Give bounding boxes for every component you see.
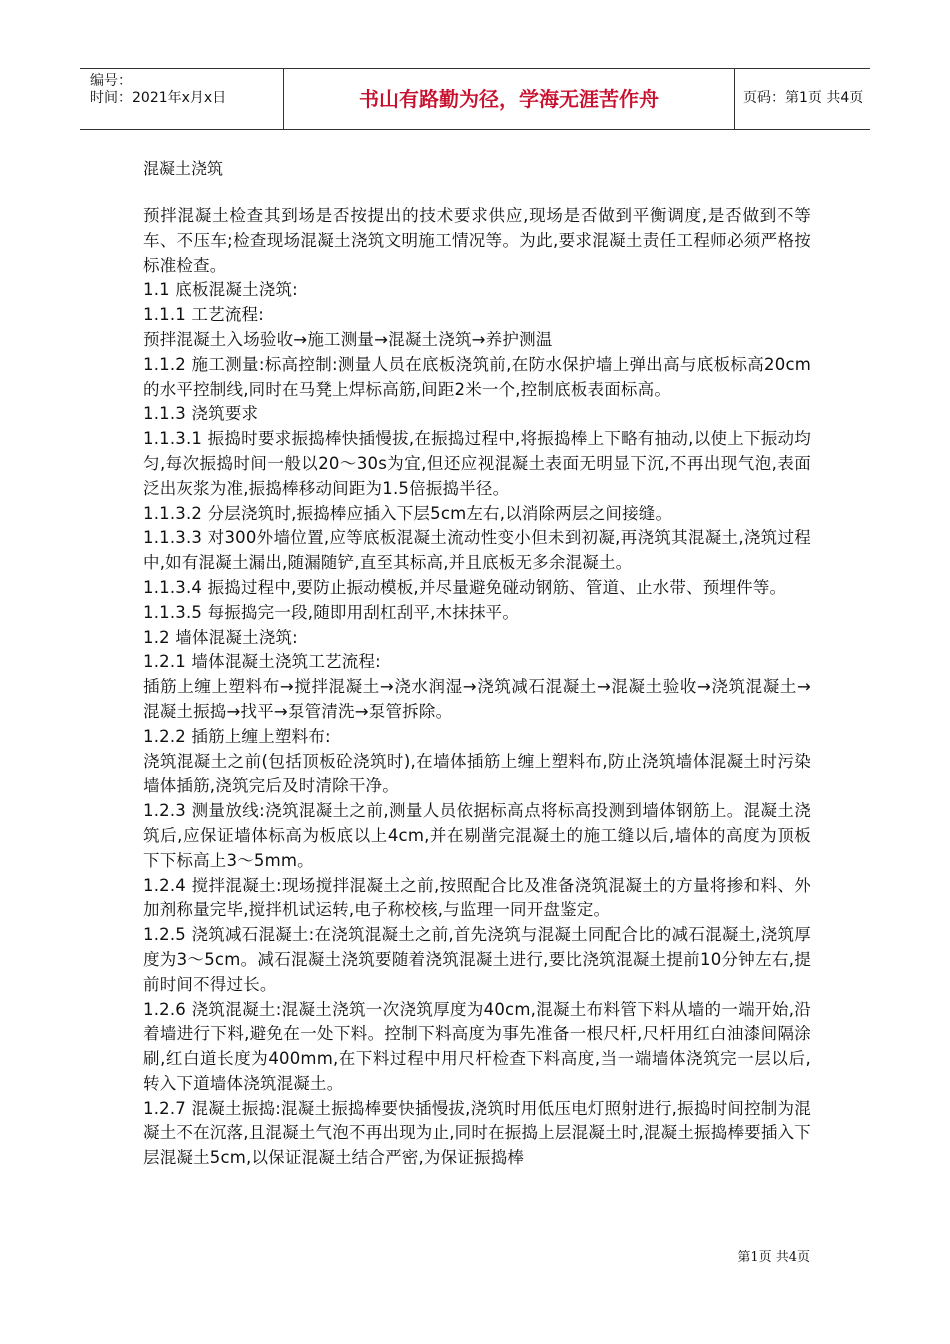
page-code-text: 页码：第1页 共4页 — [743, 90, 864, 106]
body-paragraph: 1.1.3.4 振捣过程中,要防止振动模板,并尽量避免碰动钢筋、管道、止水带、预埋件等。 — [143, 577, 787, 597]
body-paragraph: 插筋上缠上塑料布→搅拌混凝土→浇水润湿→浇筑减石混凝土→混凝土验收→浇筑混凝土→混凝土振捣→找平→泵管清洗→泵管拆除。 — [143, 677, 811, 721]
body-paragraph: 1.2.5 浇筑减石混凝土:在浇筑混凝土之前,首先浇筑与混凝土同配合比的减石混凝土,浇筑厚度为3～5cm。减石混凝土浇筑要随着浇筑混凝土进行,要比浇筑混凝土提前10分钟左右,提前时间不得过长。 — [143, 925, 811, 994]
header-page-cell — [735, 69, 870, 129]
body-paragraph: 浇筑混凝土之前(包括顶板砼浇筑时),在墙体插筋上缠上塑料布,防止浇筑墙体混凝土时污染墙体插筋,浇筑完后及时清除干净。 — [143, 751, 811, 796]
header-meta-cell — [80, 69, 283, 129]
footer-page-number: 第1页 共4页 — [737, 1250, 810, 1265]
motto-text: 书山有路勤为径，学海无涯苦作舟 — [359, 87, 659, 111]
document-title: 混凝土浇筑 — [143, 159, 224, 178]
body-paragraph: 1.1 底板混凝土浇筑: — [143, 280, 298, 300]
body-paragraph: 1.2.2 插筋上缠上塑料布: — [143, 726, 331, 746]
body-paragraph: 1.1.2 施工测量:标高控制:测量人员在底板浇筑前,在防水保护墙上弹出高与底板标高20cm的水平控制线,同时在马凳上焊标高筋,间距2米一个,控制底板表面标高。 — [143, 354, 811, 399]
header-table — [80, 68, 870, 130]
body-paragraph: 1.1.3.3 对300外墙位置,应等底板混凝土流动性变小但未到初凝,再浇筑其混凝土,浇筑过程中,如有混凝土漏出,随漏随铲,直至其标高,并且底板无多余混凝土。 — [143, 528, 811, 573]
body-paragraph: 1.1.3.1 振捣时要求振捣棒快插慢拔,在振捣过程中,将振捣棒上下略有抽动,以使上下振动均匀,每次振捣时间一般以20～30s为宜,但还应视混凝土表面无明显下沉,不再出现气泡,表面泛出灰浆为准,振捣棒移动间距为1.5倍振捣半径。 — [143, 429, 811, 498]
body-paragraph: 1.1.1 工艺流程: — [143, 305, 264, 325]
body-paragraph: 1.2 墙体混凝土浇筑: — [143, 627, 298, 647]
body-paragraph: 1.2.4 搅拌混凝土:现场搅拌混凝土之前,按照配合比及准备浇筑混凝土的方量将掺和料、外加剂称量完毕,搅拌机试运转,电子称校核,与监理一同开盘鉴定。 — [143, 875, 811, 920]
body-paragraph: 1.2.3 测量放线:浇筑混凝土之前,测量人员依据标高点将标高投测到墙体钢筋上。混凝土浇筑后,应保证墙体标高为板底以上4cm,并在剔凿完混凝土的施工缝以后,墙体的高度为顶板下下标高上3～5mm。 — [143, 801, 811, 870]
body-paragraph: 1.1.3.5 每振捣完一段,随即用刮杠刮平,木抹抹平。 — [143, 602, 520, 622]
body-paragraph: 预拌混凝土检查其到场是否按提出的技术要求供应,现场是否做到平衡调度,是否做到不等车、不压车;检查现场混凝土浇筑文明施工情况等。为此,要求混凝土责任工程师必须严格按标准检查。 — [143, 206, 811, 275]
body-paragraph: 1.2.1 墙体混凝土浇筑工艺流程: — [143, 652, 381, 672]
date-text: 时间：2021年x月x日 — [90, 90, 227, 106]
header-motto-cell — [283, 69, 735, 129]
body-paragraph: 预拌混凝土入场验收→施工测量→混凝土浇筑→养护测温 — [143, 329, 553, 349]
serial-number-label: 编号： — [90, 73, 132, 89]
document-body — [143, 204, 811, 1171]
body-paragraph: 1.2.6 浇筑混凝土:混凝土浇筑一次浇筑厚度为40cm,混凝土布料管下料从墙的一端开始,沿着墙进行下料,避免在一处下料。控制下料高度为事先准备一根尺杆,尺杆用红白油漆间隔涂刷,红白道长度为400mm,在下料过程中用尺杆检查下料高度,当一端墙体浇筑完一层以后,转入下道墙体浇筑混凝土。 — [143, 999, 811, 1093]
body-paragraph: 1.1.3 浇筑要求 — [143, 404, 259, 424]
body-paragraph: 1.2.7 混凝土振捣:混凝土振捣棒要快插慢拔,浇筑时用低压电灯照射进行,振捣时间控制为混凝土不在沉落,且混凝土气泡不再出现为止,同时在振捣上层混凝土时,混凝土振捣棒要插入下层混凝土5cm,以保证混凝土结合严密,为保证振捣棒 — [143, 1098, 811, 1168]
body-paragraph: 1.1.3.2 分层浇筑时,振捣棒应插入下层5cm左右,以消除两层之间接缝。 — [143, 503, 673, 523]
